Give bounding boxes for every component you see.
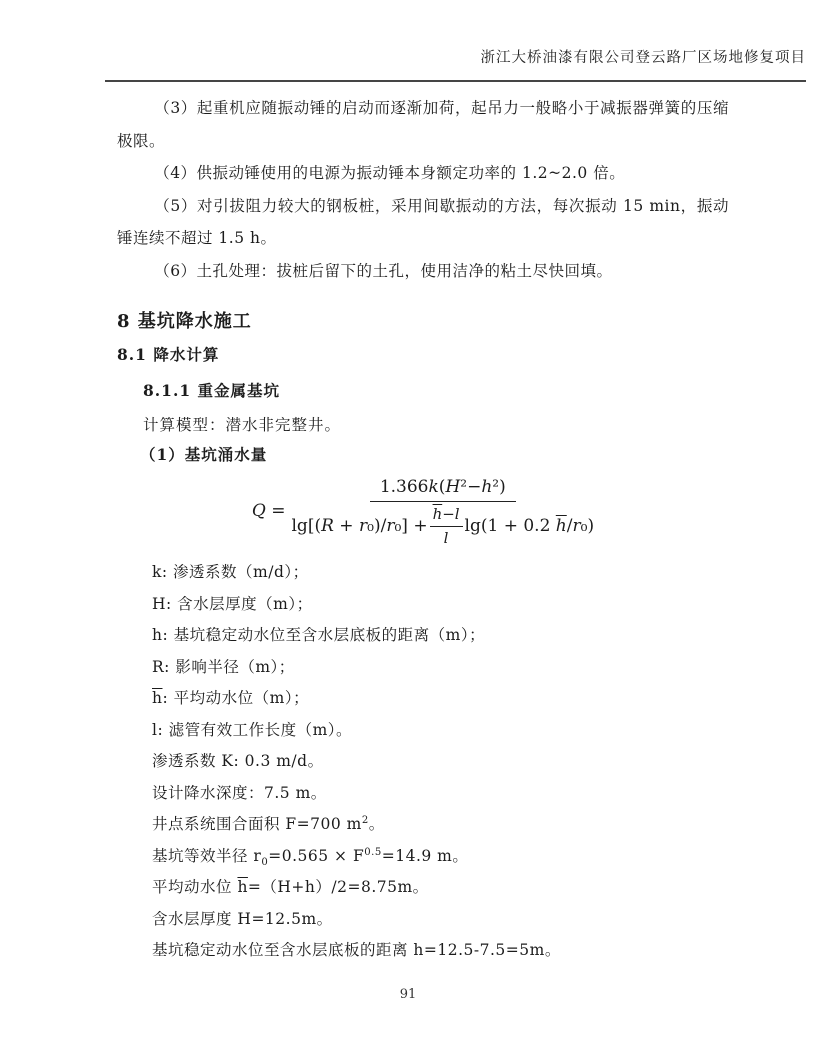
- section-heading-8: 8 基坑降水施工: [117, 311, 252, 332]
- document-body: [117, 92, 729, 967]
- definition-line-l: l: 滤管有效工作长度（m）。: [152, 720, 353, 739]
- definition-line-hbar: $\overline{h}$: 平均动水位（m）；: [152, 689, 310, 707]
- formula-numerator: 1.366 k ( H ² − h ² ): [370, 477, 516, 502]
- paragraph-item-4: （4）供振动锤使用的电源为振动锤本身额定功率的 1.2~2.0 倍。: [154, 164, 626, 182]
- page-number: 91: [399, 987, 417, 1002]
- page-header-title: 浙江大桥油漆有限公司登云路厂区场地修复项目: [480, 50, 806, 66]
- formula-inner-fraction: [430, 505, 463, 547]
- param-line-enclosed-area: 井点系统围合面积 F=700 $m^2$。: [152, 814, 385, 833]
- param-line-aquifer-thickness: 含水层厚度 H=12.5m。: [152, 909, 333, 928]
- definition-line-R: R: 影响半径（m）；: [152, 657, 295, 676]
- paragraph-item-3: （3）起重机应随振动锤的启动而逐渐加荷，起吊力一般略小于减振器弹簧的压缩极限。: [117, 99, 729, 150]
- subsection-heading-8-1: 8.1 降水计算: [117, 345, 220, 364]
- formula-inner-denominator: l: [443, 528, 449, 547]
- formula-inner-numerator: $\overline{h}$ − l: [430, 505, 463, 527]
- param-line-distance-to-aquifer-floor: 基坑稳定动水位至含水层底板的距离 h=12.5-7.5=5m。: [152, 941, 561, 959]
- param-line-average-water-level: 平均动水位 $\overline{h}=(H+h)/2=8.75m$。: [152, 878, 429, 896]
- paragraph-item-5: （5）对引拔阻力较大的钢板桩，采用间歇振动的方法，每次振动 15 min，振动锤连续不超过 1.5 h。: [117, 196, 729, 247]
- param-line-drawdown-depth: 设计降水深度：7.5 m。: [152, 783, 327, 802]
- definition-line-h: h: 基坑稳定动水位至含水层底板的距离（m）；: [152, 626, 486, 644]
- definition-line-k: k: 渗透系数（m/d）；: [152, 563, 309, 581]
- definitions-and-parameters: [117, 557, 729, 967]
- param-line-permeability: 渗透系数 K: 0.3 m/d。: [152, 752, 324, 770]
- formula-denominator-right: lg(1 + 0.2 $\overline{h}/r_0$): [464, 515, 595, 536]
- formula-denominator: [292, 502, 595, 547]
- subsubsection-heading-8-1-1: 8.1.1 重金属基坑: [143, 381, 281, 400]
- formula-main-fraction: [292, 477, 595, 548]
- header-divider: [105, 80, 806, 82]
- definition-line-H: H: 含水层厚度（m）；: [152, 594, 313, 613]
- paragraph-item-6: （6）土孔处理：拔桩后留下的土孔，使用洁净的粘土尽快回填。: [154, 261, 613, 280]
- calculation-model-line: 计算模型：潜水非完整井。: [143, 416, 342, 434]
- item-heading-inflow: （1）基坑涌水量: [140, 445, 268, 464]
- inflow-formula: [117, 475, 729, 549]
- param-line-equivalent-radius: 基坑等效半径 $r_0=0.565 \times F^{0.5}=14.9$ m。: [152, 846, 469, 868]
- formula-denominator-left: lg[(R + r₀)/r₀] +: [291, 515, 428, 536]
- formula-lhs: Q =: [251, 501, 286, 522]
